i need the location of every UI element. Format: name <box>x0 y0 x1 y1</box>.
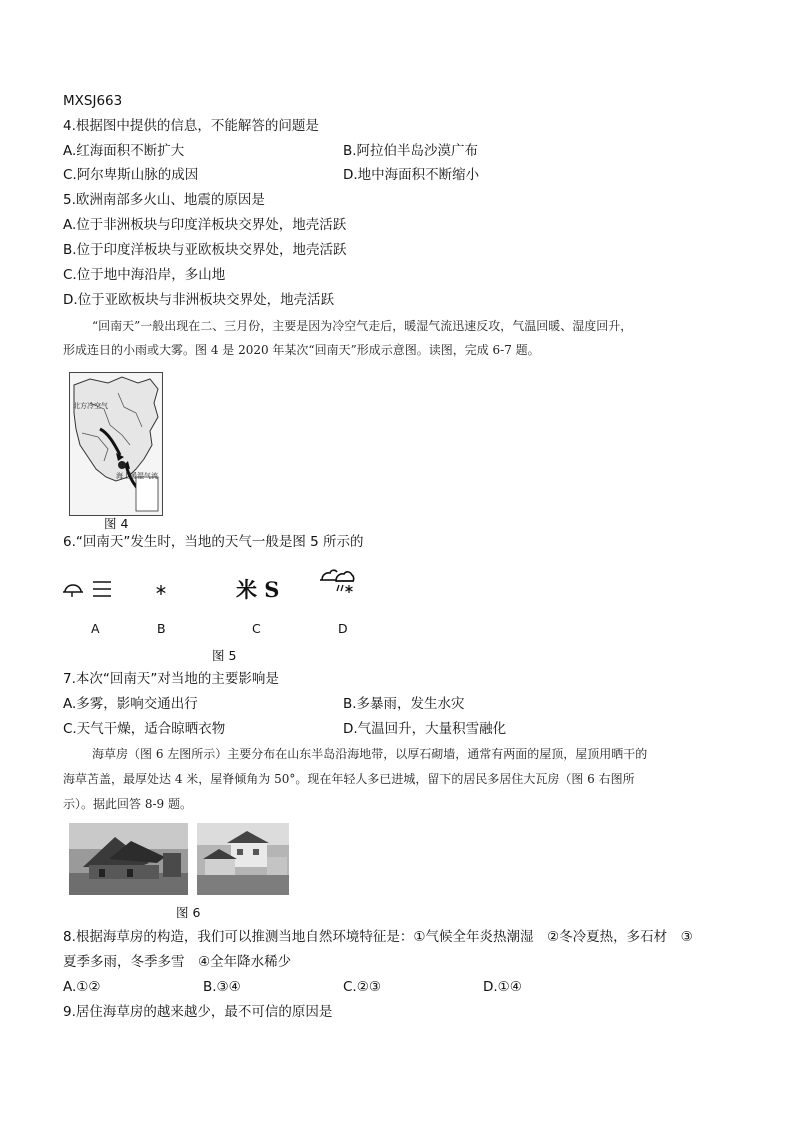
q8-option-d: D.①④ <box>483 979 522 995</box>
q7-option-b: B.多暴雨，发生水灾 <box>343 696 465 712</box>
q9-stem: 9.居住海草房的越来越少，最不可信的原因是 <box>63 1004 333 1020</box>
q4-option-b: B.阿拉伯半岛沙漠广布 <box>343 143 479 159</box>
header-code: MXSJ663 <box>63 93 123 109</box>
q7-stem: 7.本次“回南天”对当地的主要影响是 <box>63 671 279 687</box>
q8-option-b: B.③④ <box>203 979 241 995</box>
passage2-line3: 示）。据此回答 8-9 题。 <box>63 797 192 811</box>
passage1-line1: “回南天”一般出现在二、三月份，主要是因为冷空气走后，暖湿气流迅速反攻，气温回暖、湿度回升， <box>92 319 633 333</box>
q5-option-b: B.位于印度洋板块与亚欧板块交界处，地壳活跃 <box>63 242 347 258</box>
q7-option-a: A.多雾，影响交通出行 <box>63 696 198 712</box>
q4-option-a: A.红海面积不断扩大 <box>63 143 185 159</box>
weather-symbol-d-cloud-rain-snow-icon <box>319 568 355 600</box>
q6-stem: 6.“回南天”发生时，当地的天气一般是图 5 所示的 <box>63 534 364 550</box>
symbol-letter-c: C <box>252 621 261 636</box>
q8-line1: 8.根据海草房的构造，我们可以推测当地自然环境特征是：①气候全年炎热潮湿 ②冬冷夏热，多石材 ③ <box>63 929 693 945</box>
passage2-line2: 海草苫盖，最厚处达 4 米，屋脊倾角为 50°。现在年轻人多已进城，留下的居民多居住大瓦房（图 6 右图所 <box>63 772 635 786</box>
weather-symbol-a-fog-icon <box>63 578 119 604</box>
q8-option-c: C.②③ <box>343 979 381 995</box>
weather-symbol-c: 米 S <box>236 577 280 602</box>
q7-option-c: C.天气干燥，适合晾晒衣物 <box>63 721 226 737</box>
fig4-label-cold-air: 北方冷空气 <box>73 402 108 410</box>
q4-option-c: C.阿尔卑斯山脉的成因 <box>63 167 199 183</box>
figure-5-caption: 图 5 <box>212 648 237 663</box>
passage1-line2: 形成连日的小雨或大雾。图 4 是 2020 年某次“回南天”形成示意图。读图，完成 6-7 题。 <box>63 343 540 357</box>
map-drawing <box>70 373 162 515</box>
passage2-line1: 海草房（图 6 左图所示）主要分布在山东半岛沿海地带，以厚石砌墙，通常有两面的屋顶，屋顶用晒干的 <box>92 747 648 761</box>
q7-option-d: D.气温回升，大量积雪融化 <box>343 721 507 737</box>
q4-option-d: D.地中海面积不断缩小 <box>343 167 480 183</box>
symbol-letter-d: D <box>338 621 348 636</box>
q8-option-a: A.①② <box>63 979 101 995</box>
figure-6-left-photo-seaweed-house <box>69 823 188 895</box>
q5-option-c: C.位于地中海沿岸，多山地 <box>63 267 226 283</box>
q5-stem: 5.欧洲南部多火山、地震的原因是 <box>63 192 265 208</box>
q5-option-d: D.位于亚欧板块与非洲板块交界处，地壳活跃 <box>63 292 335 308</box>
figure-6-right-photo-tile-house <box>197 823 289 895</box>
figure-4-caption: 图 4 <box>104 516 129 531</box>
symbol-letter-b: B <box>157 621 166 636</box>
fig4-label-warm-air: 海上暖湿气流 <box>116 472 158 480</box>
figure-4-map <box>69 372 163 516</box>
q5-option-a: A.位于非洲板块与印度洋板块交界处，地壳活跃 <box>63 217 347 233</box>
symbol-letter-a: A <box>91 621 100 636</box>
q4-stem: 4.根据图中提供的信息，不能解答的问题是 <box>63 118 319 134</box>
weather-symbol-b-snow-icon <box>156 580 166 599</box>
q8-line2: 夏季多雨，冬季多雪 ④全年降水稀少 <box>63 954 292 970</box>
figure-6-caption: 图 6 <box>176 905 201 920</box>
